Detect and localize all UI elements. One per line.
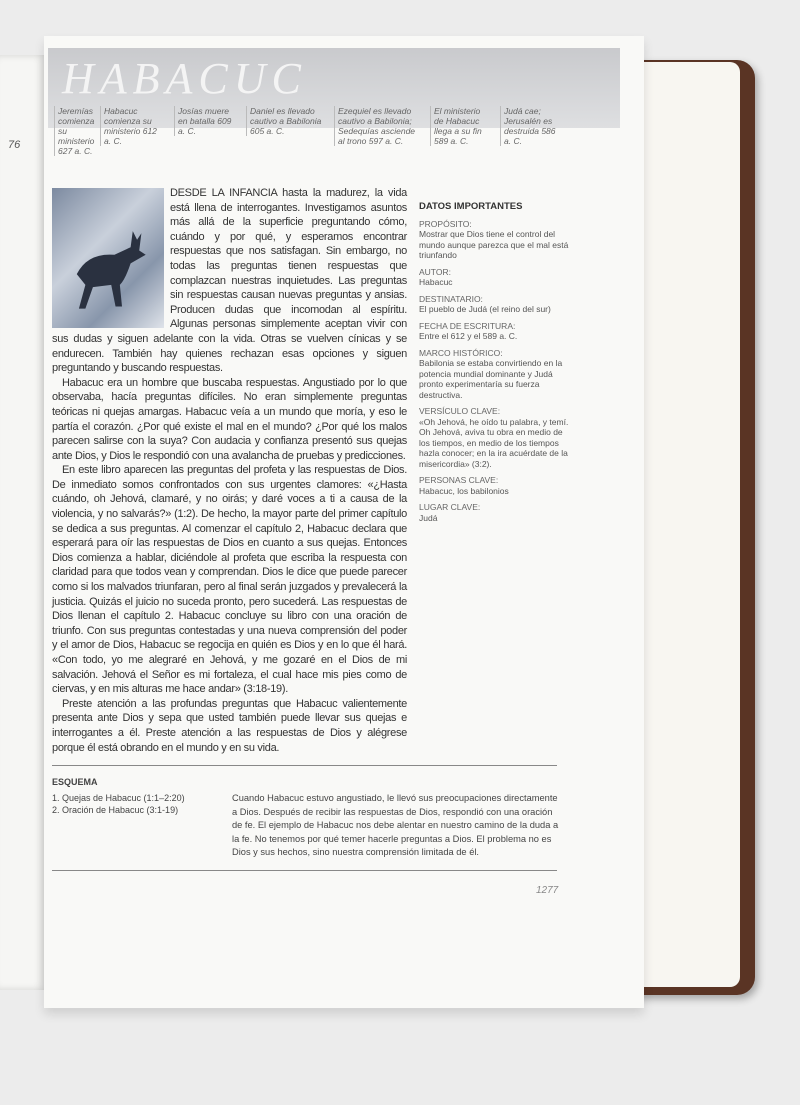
timeline-event: El ministerio de Habacuc llega a su fin 589 a. C.	[430, 106, 490, 146]
fact-label: PERSONAS CLAVE:	[419, 475, 499, 485]
fact-value: Judá	[419, 512, 438, 523]
fact-item	[419, 294, 569, 315]
fact-label: AUTOR:	[419, 266, 451, 277]
fact-item	[419, 406, 569, 469]
introduction-text	[52, 186, 407, 755]
key-facts-sidebar	[419, 202, 569, 523]
intro-paragraph: DESDE LA INFANCIA hasta la madurez, la vida está llena de interrogantes. Investigamos asuntos más allá de la superficie preguntando cómo, cuándo y por qué, y esperamos encontrar respuestas que nos satisfagan. Sin embargo, no todas las preguntas tienen respuestas que complazcan nuestras inquietudes. Las preguntas sin respuestas causan nuevas preguntas y ansias. Producen dudas que incomodan al espíritu. Algunas personas simplemente aceptan vivir con sus dudas y siguen adelante con la vida. Otras se vuelven cínicas y se endurecen. También hay quienes rechazan esas opciones y siguen preguntando y buscando respuestas.	[52, 187, 407, 375]
fact-item	[419, 267, 569, 288]
fact-label: DESTINATARIO:	[419, 293, 483, 304]
page-number: 1277	[536, 884, 559, 896]
timeline-event: Daniel es llevado cautivo a Babilonia 605 a. C.	[246, 106, 322, 136]
timeline-event: Ezequiel es llevado cautivo a Babilonia; Sedequías asciende al trono 597 a. C.	[334, 106, 418, 146]
left-page-number: 76	[8, 139, 21, 151]
divider	[52, 870, 557, 871]
book-page	[44, 36, 644, 1008]
intro-paragraph: En este libro aparecen las preguntas del profeta y las respuestas de Dios. De inmediato somos confrontados con sus urgentes clamores: «¿Hasta cuándo, oh Jehová, clamaré, y no oirás; y daré voces a ti a causa de la violencia, y no salvarás?» (1:2). De hecho, la mayor parte del primer capítulo se dedica a sus preguntas. Al comenzar el capítulo 2, Habacuc declara que esperará para oír las respuestas de Dios en cuanto a sus quejas. Entonces Dios comienza a hablar, diciéndole al profeta que escriba la respuesta con claridad para que todos vean y comprendan. Dios le dice que puede parecer como si los malvados triunfaran, pero al final serán juzgados y prevalecerá la justicia. Quizás el juicio no suceda pronto, pero sucederá. Las respuestas de Dios llenan el capítulo 2. Habacuc concluye su libro con una oración de triunfo. Con sus preguntas contestadas y una nueva comprensión del poder y el amor de Dios, Habacuc se regocija en quién es Dios y en lo que él hará. «Con todo, yo me alegraré en Jehová, y me gozaré en el Dios de mi salvación. Jehová el Señor es mi fortaleza, el cual hace mis pies como de ciervas, y en mis alturas me hace andar» (3:18-19).	[52, 464, 407, 696]
sidebar-heading: DATOS IMPORTANTES	[419, 201, 523, 212]
ibex-illustration	[52, 188, 164, 328]
fact-label: MARCO HISTÓRICO:	[419, 347, 503, 358]
outline-item: 1. Quejas de Habacuc (1:1–2:20)	[52, 793, 185, 804]
fact-item	[419, 321, 569, 342]
intro-paragraph: Preste atención a las profundas preguntas que Habacuc valientemente presenta ante Dios y sepa que usted también puede llevar sus quejas e interrogantes a él. Preste atención a las respuestas de Dios y alégrese porque él está obrando en el mundo y en su vida.	[52, 697, 407, 754]
fact-value: El pueblo de Judá (el reino del sur)	[419, 304, 551, 314]
outline-item: 2. Oración de Habacuc (3:1-19)	[52, 805, 179, 816]
outline-note: Cuando Habacuc estuvo angustiado, le llevó sus preocupaciones directamente a Dios. Después de recibir las respuestas de Dios, respondió con una oración de fe. El ejemplo de Habacuc nos debe alentar en nuestro camino de la duda a la fe. No tenemos por qué temer hacerle preguntas a Dios. El problema no es Dios y sus hechos, sino nuestra comprensión limitada de él.	[232, 793, 559, 858]
fact-item	[419, 219, 569, 261]
fact-label: PROPÓSITO:	[419, 218, 472, 229]
page-body	[44, 36, 644, 916]
fact-item	[419, 475, 569, 496]
outline-heading: ESQUEMA	[52, 777, 98, 788]
timeline-event: Josías muere en batalla 609 a. C.	[174, 106, 238, 136]
fact-value: Babilonia se estaba convirtiendo en la potencia mundial dominante y Judá pronto experimentaría su fuerza destructiva.	[419, 358, 563, 400]
fact-label: VERSÍCULO CLAVE:	[419, 406, 501, 416]
fact-label: LUGAR CLAVE:	[419, 502, 481, 512]
fact-value: «Oh Jehová, he oído tu palabra, y temí. Oh Jehová, aviva tu obra en medio de los tiempos, en medio de los tiempos hazla conocer; en la ira acuérdate de la misericordia» (3:2).	[419, 416, 569, 469]
fact-value: Entre el 612 y el 589 a. C.	[419, 331, 518, 341]
timeline-event: Habacuc comienza su ministerio 612 a. C.	[100, 106, 160, 146]
intro-paragraph: Habacuc era un hombre que buscaba respuestas. Angustiado por lo que observaba, hacía preguntas difíciles. No eran simplemente preguntas teóricas ni quejas amargas. Habacuc veía a un mundo que moría, y eso le partía el corazón. ¿Por qué existe el mal en el mundo? ¿Por qué los malos parecen salirse con la suya? Con audacia y confianza presentó sus quejas ante Dios, y Dios le respondió con una avalancha de pruebas y predicciones.	[52, 376, 407, 462]
outline-section	[52, 776, 562, 860]
fact-item	[419, 502, 569, 523]
fact-value: Habacuc	[419, 277, 453, 287]
timeline-event: Jeremías comienza su ministerio 627 a. C.	[54, 106, 96, 156]
outline	[52, 776, 212, 816]
fact-item	[419, 348, 569, 401]
fact-label: FECHA DE ESCRITURA:	[419, 320, 516, 331]
left-page	[0, 55, 48, 990]
timeline-event: Judá cae; Jerusalén es destruida 586 a. C.	[500, 106, 560, 146]
fact-value: Mostrar que Dios tiene el control del mundo aunque parezca que el mal está triunfando	[419, 229, 569, 260]
page-edges	[640, 62, 740, 987]
divider	[52, 765, 557, 766]
fact-value: Habacuc, los babilonios	[419, 485, 509, 496]
book-title: HABACUC	[62, 54, 307, 103]
